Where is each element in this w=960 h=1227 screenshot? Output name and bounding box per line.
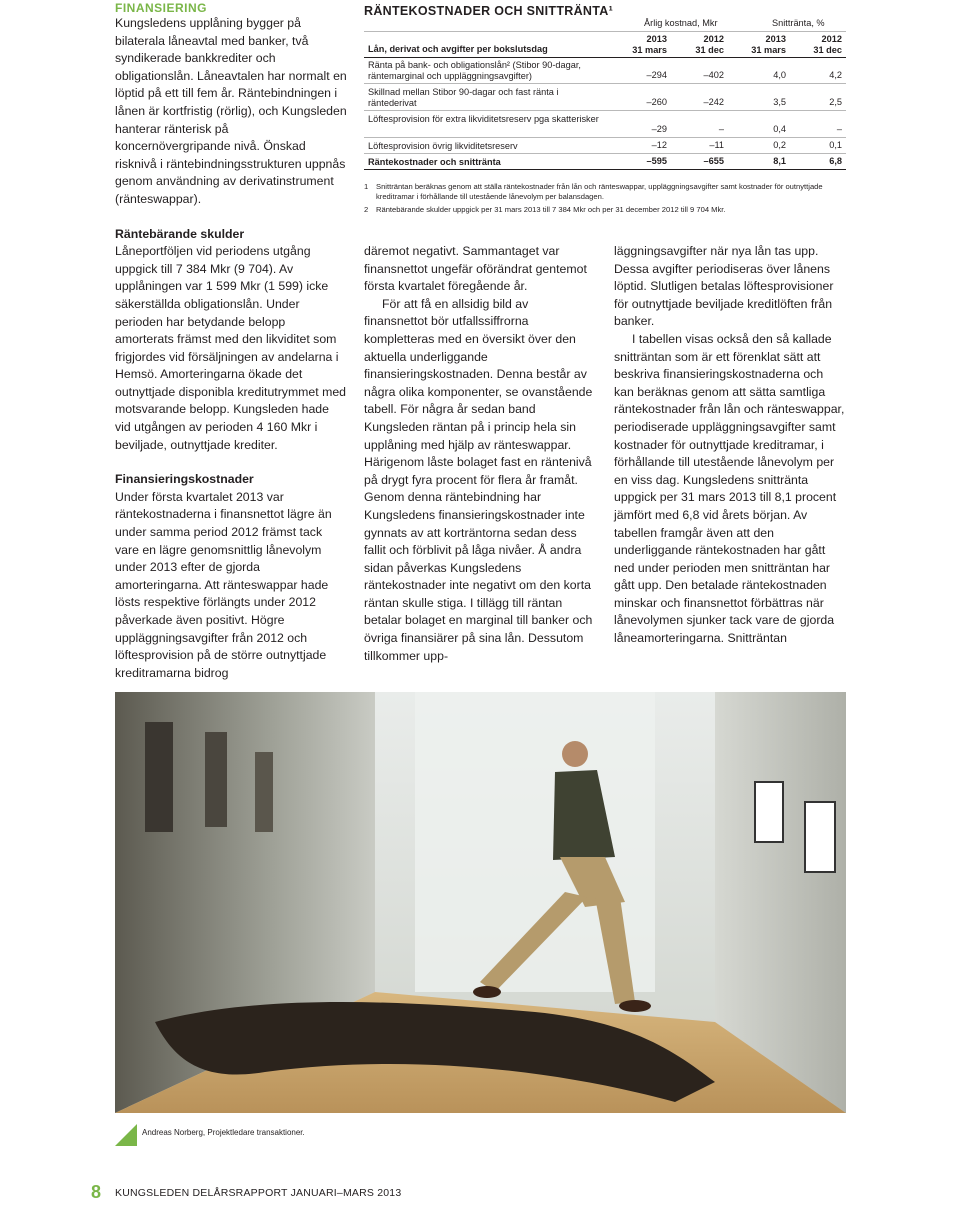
table-row [364,58,846,84]
table-row [364,84,846,111]
cell-value: –29 [651,124,667,134]
footnote: 1 Snitträntan beräknas genom att ställa räntekostnader från lån och ränteswappar, uppläggningsavgifter samt kostnader för outnyttjade kreditramar i förhållande till utestående lånevolym per balansdagen. [364,182,823,202]
table-group-header [364,18,846,32]
paragraph: däremot negativt. Sammantaget var finansnettot ungefär oförändrat gentemot första kvartalet föregående år. [364,244,587,294]
row-header-label: Lån, derivat och avgifter per bokslutsdag [368,44,548,54]
column-header: 2012 31 dec [813,34,842,55]
row-label: Löftesprovision övrig likviditetsreserv [368,141,518,151]
photo-caption: Andreas Norberg, Projektledare transaktioner. [142,1128,305,1137]
heading-rantebarande-skulder: Räntebärande skulder [115,226,245,241]
table-column-header [364,32,846,58]
cell-value: –595 [646,156,667,166]
cell-value: –12 [651,140,667,150]
cell-value: 0,4 [773,124,786,134]
row-label: Ränta på bank- och obligationslån² (Stibor 90-dagar, räntemarginal och uppläggningsavgifter) [368,60,581,81]
table-total-row [364,154,846,170]
page-number: 8 [91,1182,102,1202]
footnote: 2 Räntebärande skulder uppgick per 31 mars 2013 till 7 384 Mkr och per 31 december 2012 till 9 704 Mkr. [364,205,726,215]
middle-column [364,243,594,665]
footer-text: KUNGSLEDEN DELÅRSRAPPORT JANUARI–MARS 2013 [115,1187,402,1199]
paragraph-finansieringskostnader: Under första kvartalet 2013 var räntekostnaderna i finansnettot lägre än under samma period 2012 främst tack vare en lägre genomsnittlig lånevolym under 2013 efter de gjorda amorteringarna. Att ränteswappar hade lösts respektive förlängts under 2012 påverkade även positivt. Högre uppläggningsavgifter från 2012 och löftesprovision på de större outnyttjade kreditramarna bidrog [115,489,332,680]
cell-value: –242 [703,97,724,107]
cell-value: –260 [646,97,667,107]
cell-value: 6,8 [829,156,842,166]
group-header-cost: Årlig kostnad, Mkr [644,18,718,28]
left-column [115,15,347,682]
cell-value: –11 [709,140,724,150]
cell-value: –294 [646,70,667,80]
cell-value: 3,5 [773,97,786,107]
cell-value: –655 [703,156,724,166]
cell-value: 8,1 [773,156,786,166]
cell-value: 4,2 [829,70,842,80]
table-row [364,138,846,154]
cell-value: – [836,124,842,134]
cell-value: 0,2 [773,140,786,150]
cell-value: – [718,124,724,134]
right-column [614,243,846,648]
table-title: RÄNTEKOSTNADER OCH SNITTRÄNTA¹ [364,4,614,18]
caption-marker-icon [115,1124,137,1146]
column-header: 2012 31 dec [695,34,724,55]
cell-value: 4,0 [773,70,786,80]
corridor-photo [115,692,846,1113]
table-footnotes [364,182,846,219]
column-header: 2013 31 mars [632,34,667,55]
group-header-rate: Snittränta, % [772,18,825,28]
paragraph: I tabellen visas också den så kallade snitträntan som är ett förenklat sätt att beskriva finansieringskostnaderna och kan beräknas genom att sätta samtliga räntekostnader från lån och ränteswappar, periodiserade uppläggningsavgifter samt kostnader för outnyttjade kreditramar, i förhållande till utestående lånevolym per en viss dag. Kungsledens snittränta uppgick per 31 mars 2013 till 8,1 procent jämfört med 6,8 vid årets början. Av tabellen framgår även att den underliggande räntekostnaden har gått ned under perioden men snitträntan har gått upp. Den betalade räntekostnaden minskar och finansnettot förbättras när lånevolymen sjunker tack vare de gjorda låneamorteringarna. Snitträntan [614,331,845,646]
paragraph: läggningsavgifter när nya lån tas upp. Dessa avgifter periodiseras över lånens löptid. Slutligen betalas löftesprovisioner för outnyttjade beviljade kreditlöften från banker. [614,244,834,329]
cell-value: –402 [703,70,724,80]
cell-value: 2,5 [829,97,842,107]
column-header: 2013 31 mars [751,34,786,55]
row-label: Skillnad mellan Stibor 90-dagar och fast ränta i räntederivat [368,87,559,108]
section-label: FINANSIERING [115,1,208,15]
total-label: Räntekostnader och snittränta [368,157,501,167]
cell-value: 0,1 [829,140,842,150]
intro-paragraph: Kungsledens upplåning bygger på bilaterala låneavtal med banker, två syndikerade bankkrediter och obligationslån. Låneavtalen har normalt en löptid på ett till fem år. Räntebindningen i lånen är kortfristig (rörlig), och Kungsleden hanterar ränterisk på koncernövergripande nivå. Önskad risknivå i räntebindningsstrukturen uppnås genom användning av derivatinstrument (ränteswappar). [115,16,347,206]
row-label: Löftesprovision för extra likviditetsreserv pga skatterisker [368,114,599,124]
paragraph: För att få en allsidig bild av finansnettot bör utfallssiffrorna kompletteras med en översikt över den aktuella underliggande finansieringskostnaden. Denna består av några olika komponenter, se ovanstående tabell. För några år sedan band Kungsleden räntan på i princip hela sin upplåning med hjälp av ränteswappar. Härigenom låste bolaget fast en räntenivå på drygt fyra procent för flera år framåt. Genom denna räntebindning har Kungsledens finansieringskostnader inte gynnats av att korträntorna sedan dess fallit och förblivit på låga nivåer. Å andra sidan påverkas Kungsledens räntekostnader inte negativt om den korta räntan skulle stiga. I tillägg till räntan betalar bolaget en marginal till banker och övriga finansiärer på sina lån. Dessutom tillkommer upp- [364,296,593,663]
paragraph-rantebarande-skulder: Låneportföljen vid periodens utgång uppgick till 7 384 Mkr (9 704). Av upplåningen var 1 599 Mkr (1 599) icke säkerställda obligationslån. Under perioden har betydande belopp amorterats främst med den likviditet som frigjordes vid försäljningen av andelarna i Hemsö. Amorteringarna ökade det outnyttjade disponibla kreditutrymmet med motsvarande belopp. Kungsleden hade vid utgången av perioden 4 160 Mkr i beviljade, outnyttjade krediter. [115,244,347,452]
heading-finansieringskostnader: Finansieringskostnader [115,472,254,487]
interest-cost-table [364,18,846,170]
table-row [364,111,846,138]
